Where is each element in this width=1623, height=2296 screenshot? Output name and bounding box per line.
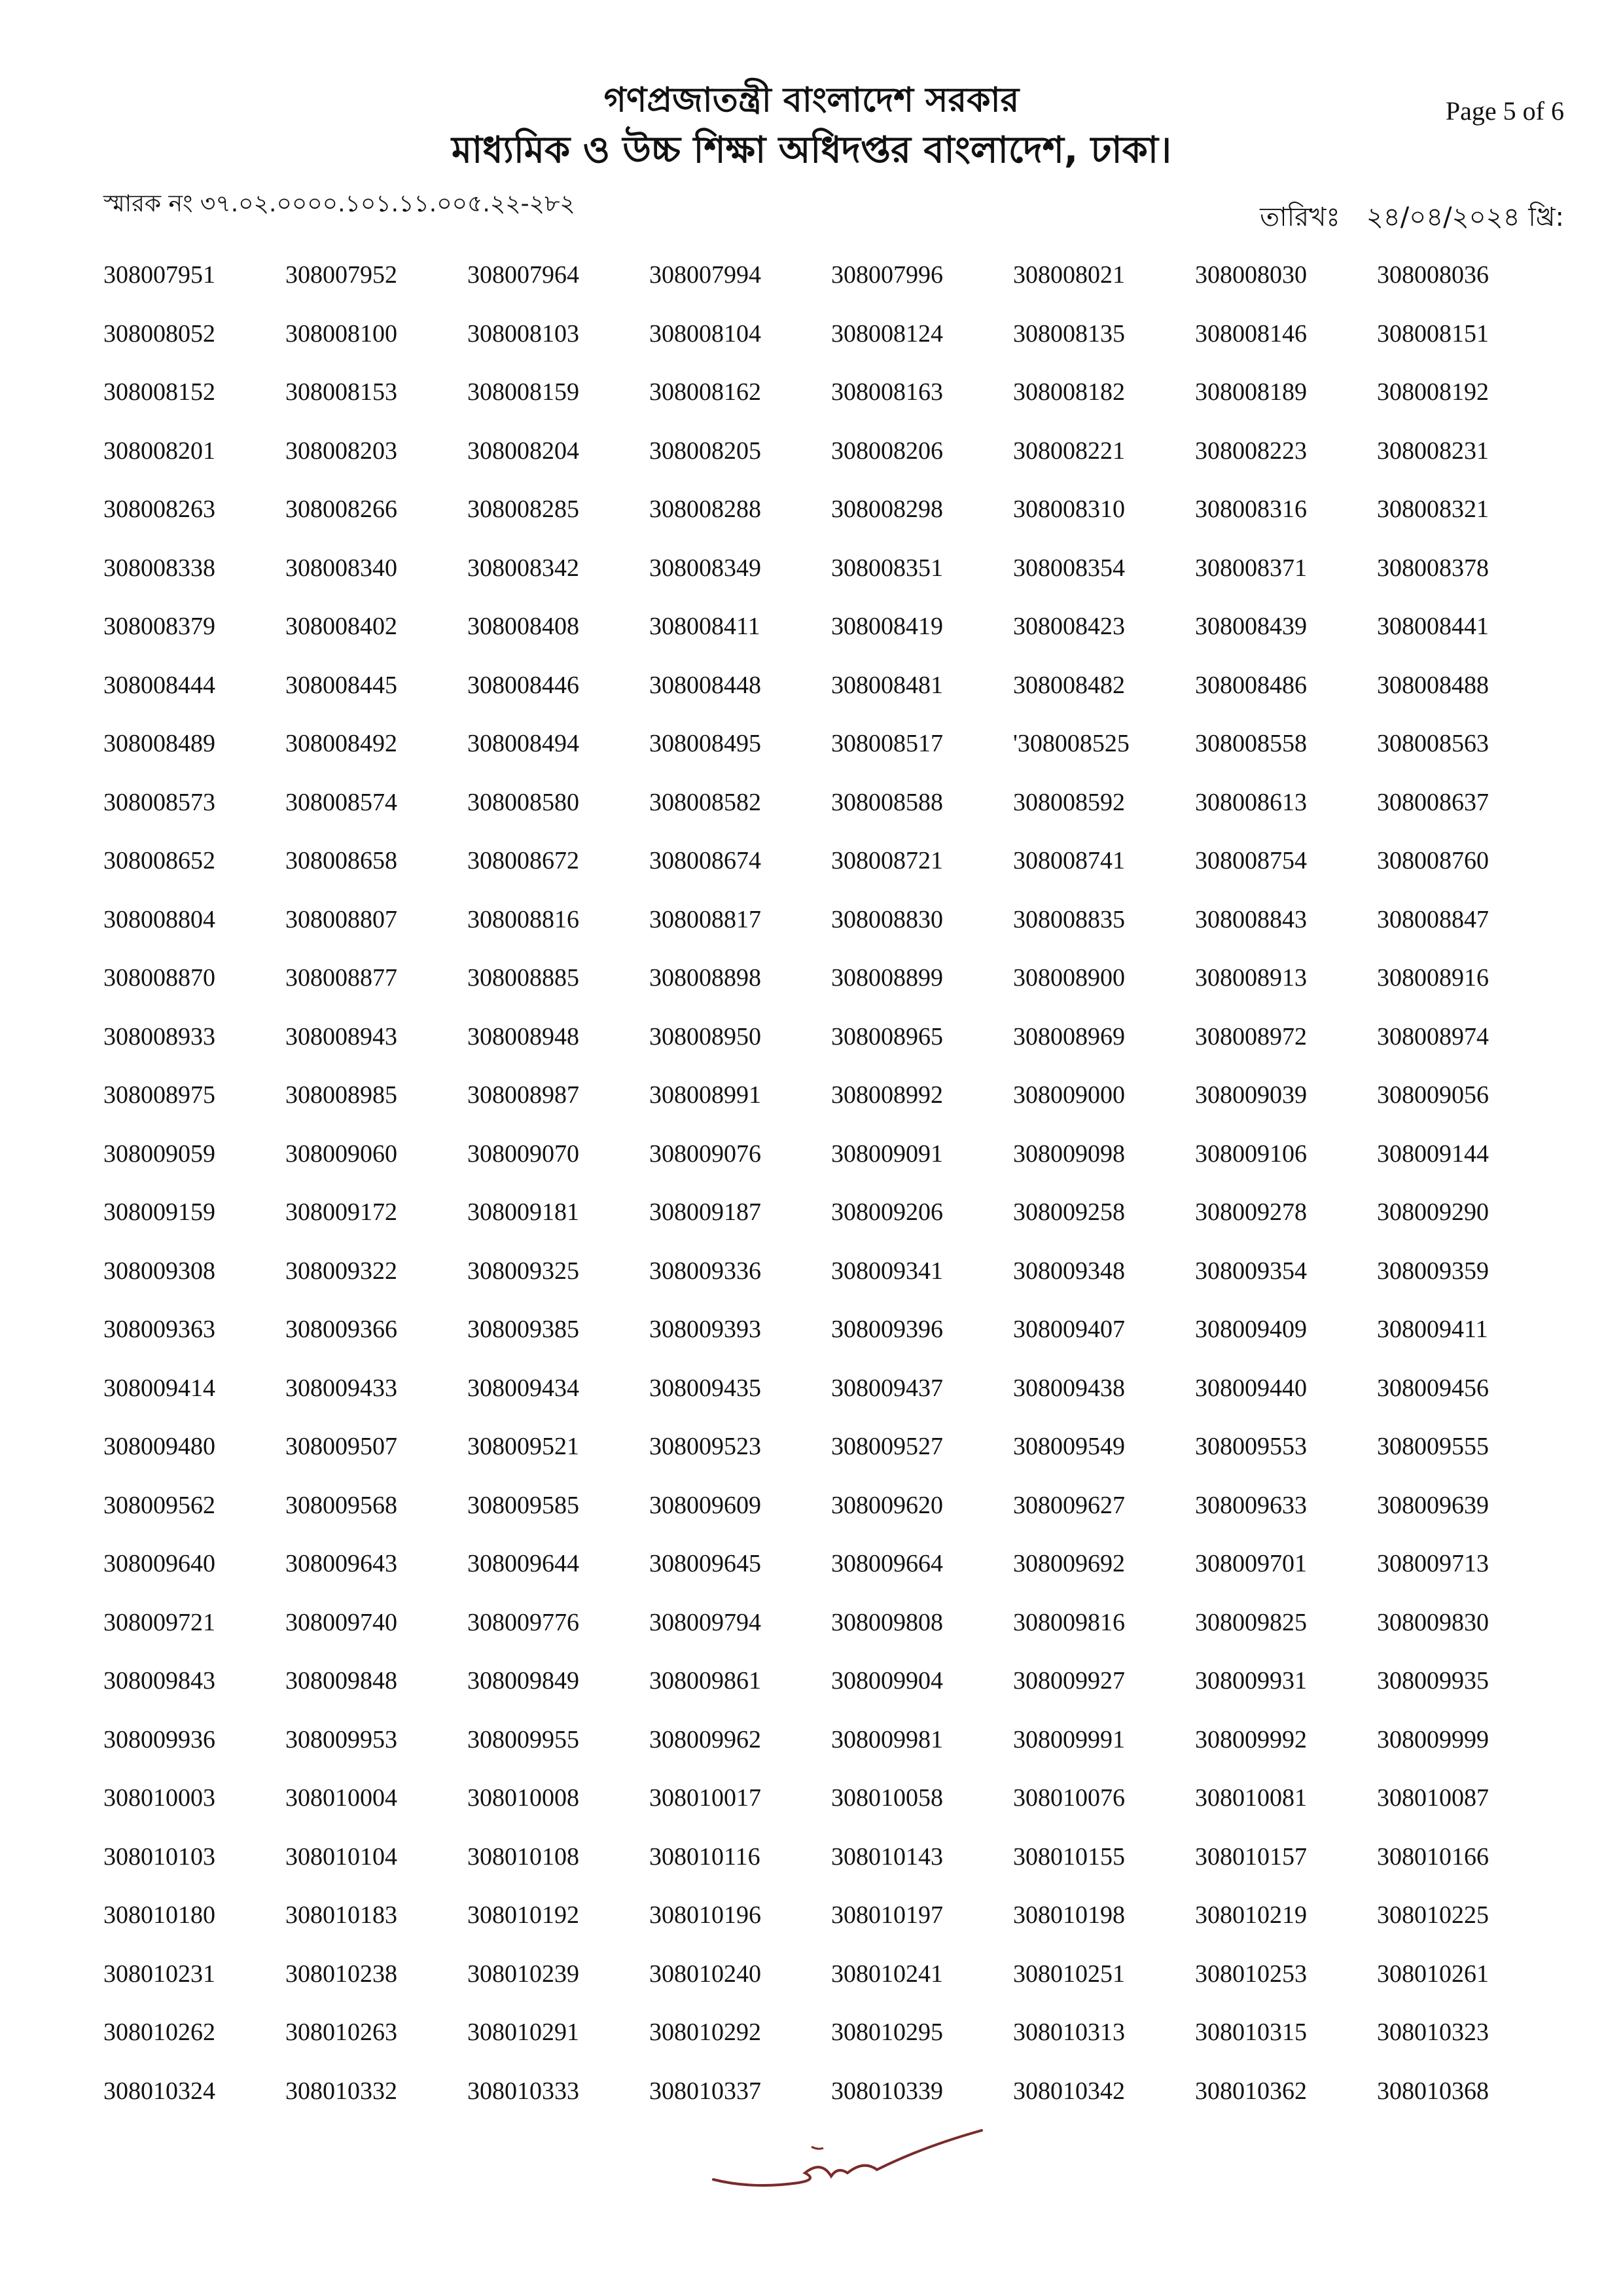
roll-number: 308010241	[831, 1960, 943, 1988]
roll-number: 308010058	[831, 1784, 943, 1812]
roll-number: 308009290	[1377, 1198, 1489, 1226]
roll-number: 308008354	[1013, 554, 1125, 582]
roll-number: 308010251	[1013, 1960, 1125, 1988]
roll-number: 308008153	[285, 378, 397, 406]
roll-number: 308009206	[831, 1198, 943, 1226]
roll-number: 308008445	[285, 671, 397, 699]
roll-number: 308010295	[831, 2018, 943, 2046]
roll-number: 308009159	[103, 1198, 215, 1226]
roll-number: 308010239	[467, 1960, 579, 1988]
roll-number: 308009393	[649, 1316, 761, 1343]
roll-number: 308008563	[1377, 730, 1489, 757]
roll-number: 308010291	[467, 2018, 579, 2046]
roll-number: 308009070	[467, 1139, 579, 1168]
roll-number: 308009904	[831, 1667, 943, 1695]
roll-number: 308008152	[103, 378, 215, 406]
roll-number: 308010362	[1195, 2077, 1307, 2105]
roll-number: 308008052	[103, 319, 215, 348]
roll-number: 308008439	[1195, 613, 1307, 640]
roll-number: 308009562	[103, 1491, 215, 1519]
roll-number: 308010192	[467, 1901, 579, 1929]
roll-number: 308009776	[467, 1608, 579, 1636]
roll-number: 308010292	[649, 2018, 761, 2046]
roll-number: 308009692	[1013, 1550, 1125, 1577]
date-value: ২৪/০৪/২০২৪ খ্রি:	[1366, 202, 1564, 232]
roll-number: 308010108	[467, 1842, 579, 1871]
roll-number: 308008807	[285, 905, 397, 933]
roll-number: 308010333	[467, 2077, 579, 2105]
roll-number: 308010198	[1013, 1901, 1125, 1929]
roll-number: 308008943	[285, 1022, 397, 1050]
roll-number: 308008580	[467, 788, 579, 816]
roll-number: 308009991	[1013, 1725, 1125, 1753]
roll-number: 308008573	[103, 788, 215, 816]
roll-number: 308010263	[285, 2018, 397, 2046]
roll-number: 308008419	[831, 613, 943, 640]
roll-number: 308010253	[1195, 1960, 1307, 1988]
roll-number: 308008948	[467, 1022, 579, 1050]
roll-number: 308008754	[1195, 847, 1307, 874]
roll-number: 308008898	[649, 964, 761, 992]
roll-number: 308008423	[1013, 613, 1125, 640]
roll-number: 308007994	[649, 261, 761, 289]
roll-number: 308009000	[1013, 1081, 1125, 1109]
roll-number: 308009385	[467, 1316, 579, 1343]
roll-number: 308008950	[649, 1022, 761, 1050]
roll-number: 308009076	[649, 1139, 761, 1168]
roll-number: 308009645	[649, 1550, 761, 1577]
roll-number: 308008340	[285, 554, 397, 582]
roll-number: 308008036	[1377, 261, 1489, 289]
roll-number: 308010143	[831, 1842, 943, 1871]
roll-number: 308008877	[285, 964, 397, 992]
roll-number: 308009278	[1195, 1198, 1307, 1226]
roll-number: 308008674	[649, 847, 761, 874]
roll-number: 308009521	[467, 1433, 579, 1460]
roll-number: 308008448	[649, 671, 761, 699]
roll-number: 308009830	[1377, 1608, 1489, 1636]
roll-number: 308009843	[103, 1667, 215, 1695]
roll-number: 308008189	[1195, 378, 1307, 406]
roll-number: 308008371	[1195, 554, 1307, 582]
roll-number: 308008342	[467, 554, 579, 582]
roll-number: 308010087	[1377, 1784, 1489, 1812]
roll-number: 308008965	[831, 1022, 943, 1050]
header-title-government: গণপ্রজাতন্ত্রী বাংলাদেশ সরকার	[603, 81, 1020, 120]
roll-number: 308009341	[831, 1257, 943, 1285]
roll-number: 308009480	[103, 1433, 215, 1460]
roll-number: 308010166	[1377, 1842, 1489, 1871]
roll-number: 308008900	[1013, 964, 1125, 992]
roll-number: 308008830	[831, 905, 943, 933]
roll-number: 308008338	[103, 554, 215, 582]
roll-number: 308009409	[1195, 1316, 1307, 1343]
roll-number: 308008843	[1195, 905, 1307, 933]
roll-number: 308009825	[1195, 1608, 1307, 1636]
roll-number: 308008124	[831, 319, 943, 348]
roll-number: 308010104	[285, 1842, 397, 1871]
roll-number: 308010157	[1195, 1842, 1307, 1871]
roll-number: 308008741	[1013, 847, 1125, 874]
roll-number: 308009414	[103, 1374, 215, 1402]
roll-number: 308009056	[1377, 1081, 1489, 1109]
roll-number: 308008266	[285, 495, 397, 523]
roll-number: 308008263	[103, 495, 215, 523]
roll-number: 308009633	[1195, 1491, 1307, 1519]
roll-number: 308009953	[285, 1725, 397, 1753]
roll-number: 308008203	[285, 437, 397, 465]
roll-number: 308008613	[1195, 788, 1307, 816]
roll-number: 308008494	[467, 730, 579, 757]
roll-number: 308008721	[831, 847, 943, 874]
roll-number: 308009931	[1195, 1667, 1307, 1695]
roll-number: 308008162	[649, 378, 761, 406]
roll-number: 308008817	[649, 905, 761, 933]
roll-number: 308009555	[1377, 1433, 1489, 1460]
roll-number: 308009553	[1195, 1433, 1307, 1460]
roll-number: 308008913	[1195, 964, 1307, 992]
roll-number: 308008482	[1013, 671, 1125, 699]
roll-number: 308009407	[1013, 1316, 1125, 1343]
roll-number: 308009620	[831, 1491, 943, 1519]
roll-number: 308008030	[1195, 261, 1307, 289]
roll-number: 308009999	[1377, 1725, 1489, 1753]
roll-number: 308008816	[467, 905, 579, 933]
roll-number: 308008192	[1377, 378, 1489, 406]
roll-number: 308008159	[467, 378, 579, 406]
roll-number: 308009794	[649, 1608, 761, 1636]
roll-number: 308009456	[1377, 1374, 1489, 1402]
roll-number: 308009936	[103, 1725, 215, 1753]
roll-number: 308008205	[649, 437, 761, 465]
roll-number: 308009091	[831, 1139, 943, 1168]
roll-number: 308009437	[831, 1374, 943, 1402]
roll-number: 308009438	[1013, 1374, 1125, 1402]
roll-number: 308008835	[1013, 905, 1125, 933]
roll-number: 308010240	[649, 1960, 761, 1988]
roll-number: 308008379	[103, 613, 215, 640]
roll-number: 308010339	[831, 2077, 943, 2105]
roll-number: 308010017	[649, 1784, 761, 1812]
roll-number: 308010155	[1013, 1842, 1125, 1871]
roll-number: 308008402	[285, 613, 397, 640]
roll-number: 308009411	[1377, 1316, 1488, 1343]
roll-number: 308008985	[285, 1081, 397, 1109]
roll-number: 308010197	[831, 1901, 943, 1929]
roll-number: 308009106	[1195, 1139, 1307, 1168]
roll-number: 308010323	[1377, 2018, 1489, 2046]
roll-number: 308009098	[1013, 1139, 1125, 1168]
roll-number: 308009354	[1195, 1257, 1307, 1285]
roll-number: 308008223	[1195, 437, 1307, 465]
roll-number: 308008972	[1195, 1022, 1307, 1050]
roll-number: 308009144	[1377, 1139, 1489, 1168]
roll-number: 308009955	[467, 1725, 579, 1753]
roll-number: 308008321	[1377, 495, 1489, 523]
roll-number: 308009258	[1013, 1198, 1125, 1226]
date-block	[1260, 196, 1564, 240]
roll-number: 308008444	[103, 671, 215, 699]
roll-number: 308008588	[831, 788, 943, 816]
roll-number: 308009187	[649, 1198, 761, 1226]
roll-number: 308009568	[285, 1491, 397, 1519]
roll-number: 308008885	[467, 964, 579, 992]
roll-number: 308009322	[285, 1257, 397, 1285]
roll-number: 308010337	[649, 2077, 761, 2105]
roll-number: 308010196	[649, 1901, 761, 1929]
roll-number: 308008231	[1377, 437, 1489, 465]
roll-number: 308009992	[1195, 1725, 1307, 1753]
roll-number: 308010313	[1013, 2018, 1125, 2046]
roll-number: 308008574	[285, 788, 397, 816]
roll-number: 308010231	[103, 1960, 215, 1988]
roll-number: 308008316	[1195, 495, 1307, 523]
roll-number: 308009433	[285, 1374, 397, 1402]
roll-number: 308009962	[649, 1725, 761, 1753]
roll-number: 308009527	[831, 1433, 943, 1460]
roll-number: 308010183	[285, 1901, 397, 1929]
roll-number: 308008310	[1013, 495, 1125, 523]
roll-number: 308008592	[1013, 788, 1125, 816]
roll-number: '308008525	[1013, 730, 1130, 757]
roll-number: 308009701	[1195, 1550, 1307, 1577]
roll-number: 308008582	[649, 788, 761, 816]
roll-number: 308008495	[649, 730, 761, 757]
roll-number: 308010081	[1195, 1784, 1307, 1812]
roll-number: 308009172	[285, 1198, 397, 1226]
roll-number: 308009640	[103, 1550, 215, 1577]
roll-number: 308010225	[1377, 1901, 1489, 1929]
roll-number: 308010368	[1377, 2077, 1489, 2105]
roll-number: 308009060	[285, 1139, 397, 1168]
roll-number: 308008351	[831, 554, 943, 582]
memo-number: স্মারক নং ৩৭.০২.০০০০.১০১.১১.০০৫.২২-২৮২	[103, 190, 575, 217]
roll-number: 308009325	[467, 1257, 579, 1285]
roll-number: 308008992	[831, 1081, 943, 1109]
roll-number: 308008672	[467, 847, 579, 874]
roll-number: 308009363	[103, 1316, 215, 1343]
date-label: তারিখঃ	[1260, 202, 1340, 232]
roll-number: 308008446	[467, 671, 579, 699]
roll-number: 308008411	[649, 613, 760, 640]
roll-number: 308008916	[1377, 964, 1489, 992]
roll-number: 308008847	[1377, 905, 1489, 933]
roll-number: 308008974	[1377, 1022, 1489, 1050]
roll-number: 308008182	[1013, 378, 1125, 406]
roll-number: 308009627	[1013, 1491, 1125, 1519]
roll-number: 308009434	[467, 1374, 579, 1402]
roll-number: 308009336	[649, 1257, 761, 1285]
roll-number: 308009308	[103, 1257, 215, 1285]
roll-number: 308010315	[1195, 2018, 1307, 2046]
roll-number: 308010238	[285, 1960, 397, 1988]
roll-number: 308009059	[103, 1139, 215, 1168]
roll-number: 308009740	[285, 1608, 397, 1636]
roll-number: 308008204	[467, 437, 579, 465]
roll-number: 308008146	[1195, 319, 1307, 348]
roll-number: 308008135	[1013, 319, 1125, 348]
roll-number: 308009359	[1377, 1257, 1489, 1285]
roll-number: 308009664	[831, 1550, 943, 1577]
roll-number: 308009396	[831, 1316, 943, 1343]
roll-number: 308009816	[1013, 1608, 1125, 1636]
roll-number: 308008969	[1013, 1022, 1125, 1050]
roll-number: 308010219	[1195, 1901, 1307, 1929]
roll-number: 308008652	[103, 847, 215, 874]
roll-number: 308008486	[1195, 671, 1307, 699]
roll-number: 308009507	[285, 1433, 397, 1460]
roll-number: 308008658	[285, 847, 397, 874]
roll-number: 308009644	[467, 1550, 579, 1577]
roll-number: 308008285	[467, 495, 579, 523]
roll-number: 308009643	[285, 1550, 397, 1577]
page-number: Page 5 of 6	[1445, 96, 1564, 126]
roll-number: 308008760	[1377, 847, 1489, 874]
roll-number: 308010008	[467, 1784, 579, 1812]
roll-number-grid	[103, 262, 1569, 2136]
roll-number: 308008100	[285, 319, 397, 348]
roll-number: 308007951	[103, 261, 215, 289]
roll-number: 308008933	[103, 1022, 215, 1050]
roll-number: 308009935	[1377, 1667, 1489, 1695]
roll-number: 308008103	[467, 319, 579, 348]
roll-number: 308009549	[1013, 1433, 1125, 1460]
roll-number: 308009721	[103, 1608, 215, 1636]
roll-number: 308009713	[1377, 1550, 1489, 1577]
roll-number: 308008975	[103, 1081, 215, 1109]
roll-number: 308008441	[1377, 613, 1489, 640]
roll-number: 308008558	[1195, 730, 1307, 757]
roll-number: 308009039	[1195, 1081, 1307, 1109]
roll-number: 308009585	[467, 1491, 579, 1519]
signature	[707, 2121, 995, 2199]
roll-number: 308010262	[103, 2018, 215, 2046]
roll-number: 308008151	[1377, 319, 1489, 348]
roll-number: 308008488	[1377, 671, 1489, 699]
roll-number: 308008489	[103, 730, 215, 757]
roll-number: 308008870	[103, 964, 215, 992]
roll-number: 308008104	[649, 319, 761, 348]
header-title-directorate: মাধ্যমিক ও উচ্চ শিক্ষা অধিদপ্তর বাংলাদেশ, ঢাকা।	[451, 129, 1172, 171]
roll-number: 308010004	[285, 1784, 397, 1812]
roll-number: 308010116	[649, 1842, 760, 1871]
roll-number: 308008349	[649, 554, 761, 582]
roll-number: 308007952	[285, 261, 397, 289]
roll-number: 308008987	[467, 1081, 579, 1109]
roll-number: 308010003	[103, 1784, 215, 1812]
roll-number: 308008991	[649, 1081, 761, 1109]
roll-number: 308008298	[831, 495, 943, 523]
roll-number: 308008201	[103, 437, 215, 465]
roll-number: 308009861	[649, 1667, 761, 1695]
roll-number: 308008804	[103, 905, 215, 933]
roll-number: 308009609	[649, 1491, 761, 1519]
roll-number: 308009927	[1013, 1667, 1125, 1695]
roll-number: 308008378	[1377, 554, 1489, 582]
roll-number: 308009849	[467, 1667, 579, 1695]
roll-number: 308009981	[831, 1725, 943, 1753]
roll-number: 308008206	[831, 437, 943, 465]
roll-number: 308008163	[831, 378, 943, 406]
roll-number: 308008517	[831, 730, 943, 757]
roll-number: 308008637	[1377, 788, 1489, 816]
roll-number: 308008221	[1013, 437, 1125, 465]
roll-number: 308008481	[831, 671, 943, 699]
roll-number: 308009435	[649, 1374, 761, 1402]
roll-number: 308010103	[103, 1842, 215, 1871]
roll-number: 308010342	[1013, 2077, 1125, 2105]
roll-number: 308008492	[285, 730, 397, 757]
roll-number: 308009181	[467, 1198, 579, 1226]
roll-number: 308008021	[1013, 261, 1125, 289]
roll-number: 308008288	[649, 495, 761, 523]
roll-number: 308010332	[285, 2077, 397, 2105]
roll-number: 308010180	[103, 1901, 215, 1929]
roll-number: 308010261	[1377, 1960, 1489, 1988]
roll-number: 308008899	[831, 964, 943, 992]
roll-number: 308009348	[1013, 1257, 1125, 1285]
roll-number: 308009848	[285, 1667, 397, 1695]
roll-number: 308009808	[831, 1608, 943, 1636]
roll-number: 308009440	[1195, 1374, 1307, 1402]
roll-number: 308009639	[1377, 1491, 1489, 1519]
roll-number: 308009366	[285, 1316, 397, 1343]
roll-number: 308008408	[467, 613, 579, 640]
roll-number: 308007964	[467, 261, 579, 289]
roll-number: 308010324	[103, 2077, 215, 2105]
roll-number: 308009523	[649, 1433, 761, 1460]
roll-number: 308007996	[831, 261, 943, 289]
roll-number: 308010076	[1013, 1784, 1125, 1812]
